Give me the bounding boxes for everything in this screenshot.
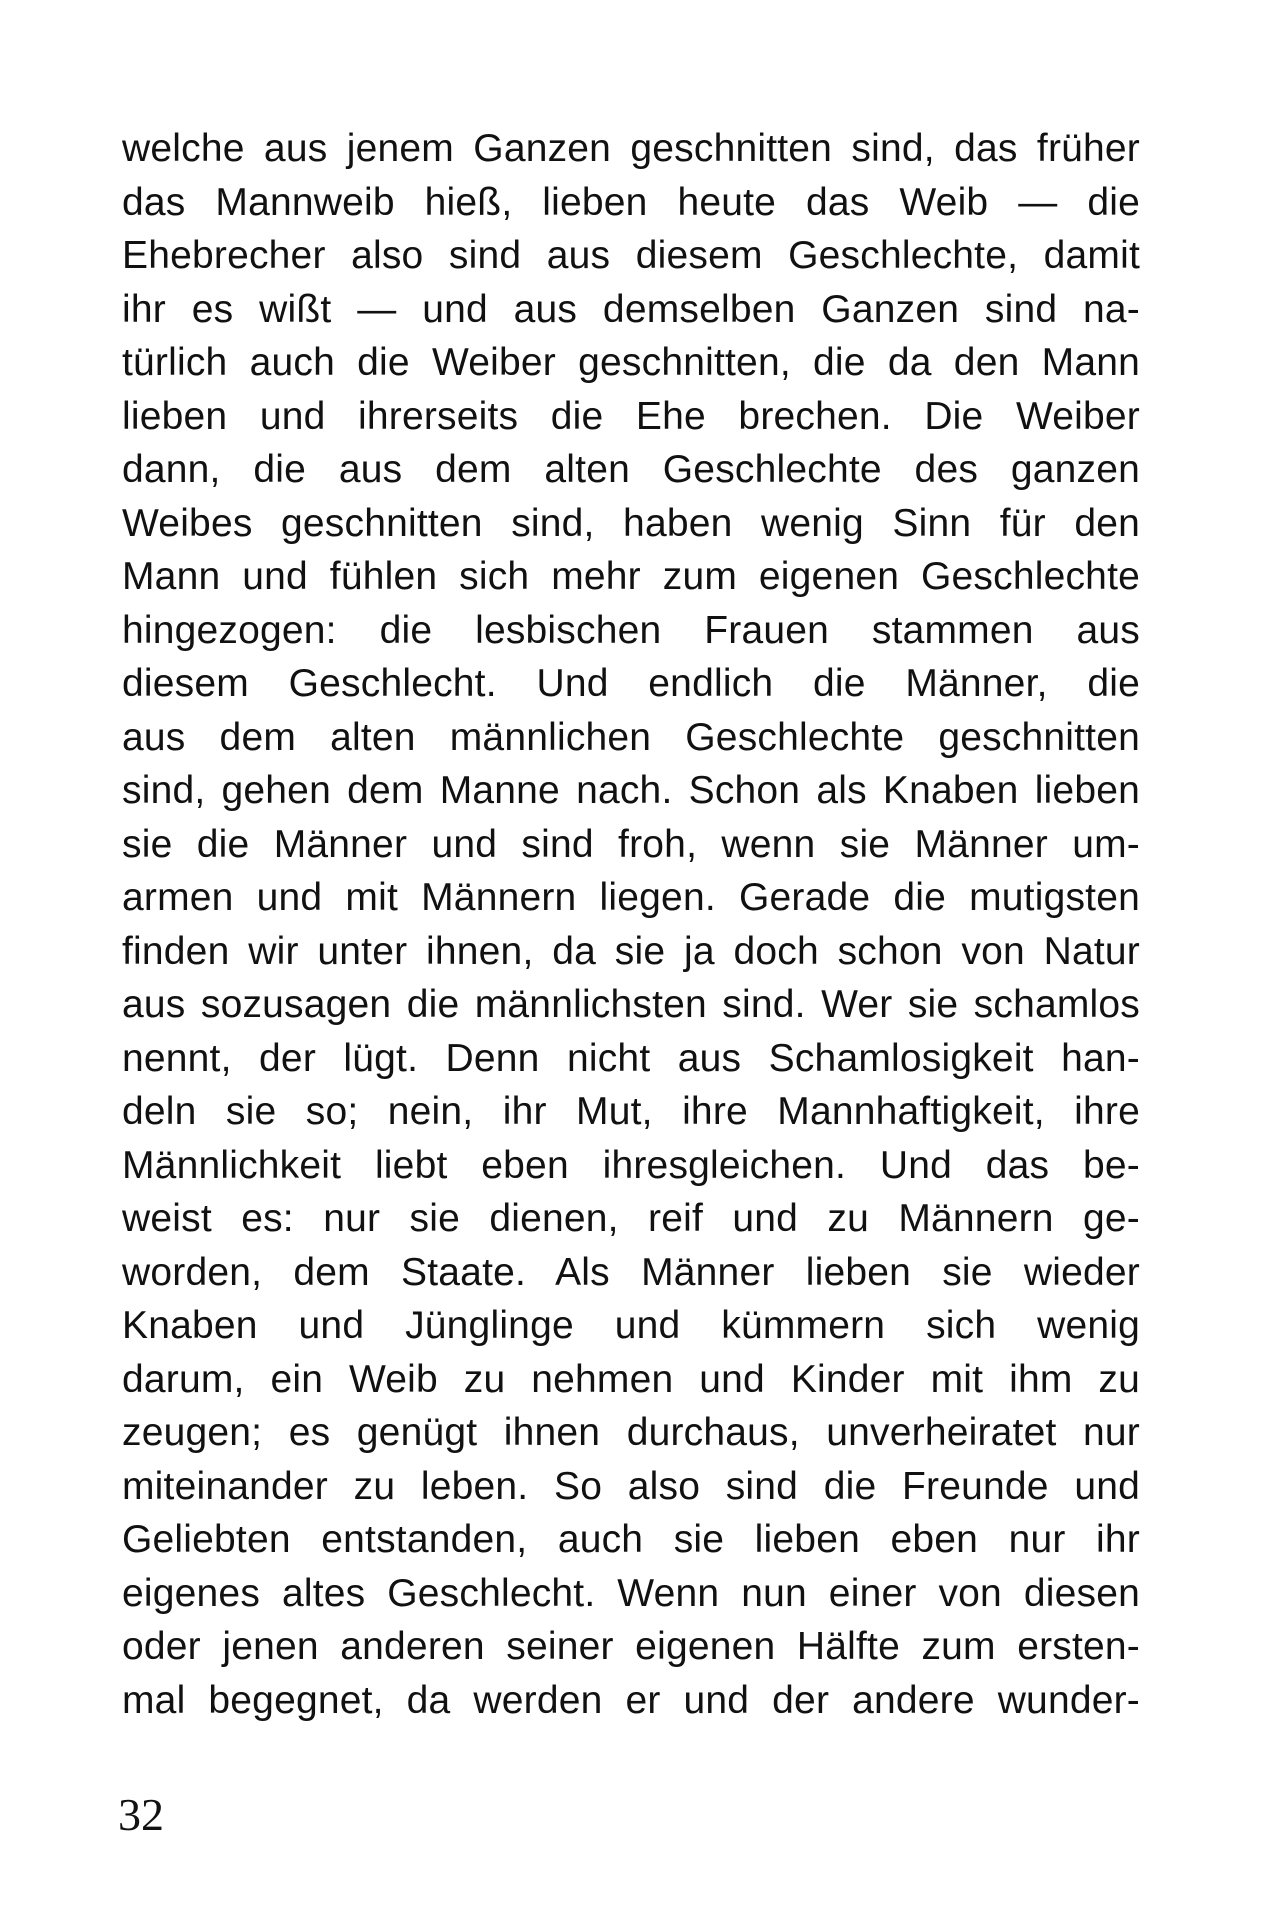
page-number: 32 [118,1789,164,1840]
text-line: türlich auch die Weiber geschnitten, die da den Mann [122,341,1140,384]
text-line: Weibes geschnitten sind, haben wenig Sinn für den [122,501,1140,545]
text-line: armen und mit Männern liegen. Gerade die mutigsten [122,876,1140,919]
text-line: weist es: nur sie dienen, reif und zu Männern ge- [122,1197,1140,1240]
text-line: das Mannweib hieß, lieben heute das Weib — die [122,180,1140,224]
text-line: diesem Geschlecht. Und endlich die Männer, die [122,662,1140,705]
text-line: lieben und ihrerseits die Ehe brechen. Die Weiber [122,394,1140,438]
text-line: Männlichkeit liebt eben ihresgleichen. Und das be- [122,1143,1140,1187]
text-line: aus sozusagen die männlichsten sind. Wer sie schamlos [122,983,1140,1026]
text-line: worden, dem Staate. Als Männer lieben sie wieder [122,1250,1140,1294]
text-line: miteinander zu leben. So also sind die Freunde und [122,1464,1140,1508]
text-line: sie die Männer und sind froh, wenn sie Männer um- [122,822,1140,866]
text-line: Ehebrecher also sind aus diesem Geschlechte, damit [122,234,1140,277]
text-line: Geliebten entstanden, auch sie lieben eben nur ihr [122,1518,1140,1561]
text-line: aus dem alten männlichen Geschlechte geschnitten [122,715,1140,759]
text-line: finden wir unter ihnen, da sie ja doch schon von Natur [122,929,1140,973]
text-line: zeugen; es genügt ihnen durchaus, unverheiratet nur [122,1411,1140,1454]
text-line: ihr es wißt — und aus demselben Ganzen sind na- [122,287,1140,331]
text-line: eigenes altes Geschlecht. Wenn nun einer von diesen [122,1571,1140,1615]
text-line: dann, die aus dem alten Geschlechte des ganzen [122,448,1140,491]
text-line: mal begegnet, da werden er und der andere wunder- [122,1678,1140,1722]
text-line: Knaben und Jünglinge und kümmern sich wenig [122,1304,1140,1347]
text-line: darum, ein Weib zu nehmen und Kinder mit ihm zu [122,1357,1140,1401]
body-text [122,122,1140,1727]
text-line: Mann und fühlen sich mehr zum eigenen Geschlechte [122,555,1140,598]
text-line: nennt, der lügt. Denn nicht aus Schamlosigkeit han- [122,1036,1140,1080]
text-line: deln sie so; nein, ihr Mut, ihre Mannhaftigkeit, ihre [122,1090,1140,1133]
text-line: hingezogen: die lesbischen Frauen stammen aus [122,608,1140,652]
text-line: sind, gehen dem Manne nach. Schon als Knaben lieben [122,769,1140,812]
text-line: welche aus jenem Ganzen geschnitten sind, das früher [122,127,1140,170]
text-line: oder jenen anderen seiner eigenen Hälfte zum ersten- [122,1625,1140,1668]
